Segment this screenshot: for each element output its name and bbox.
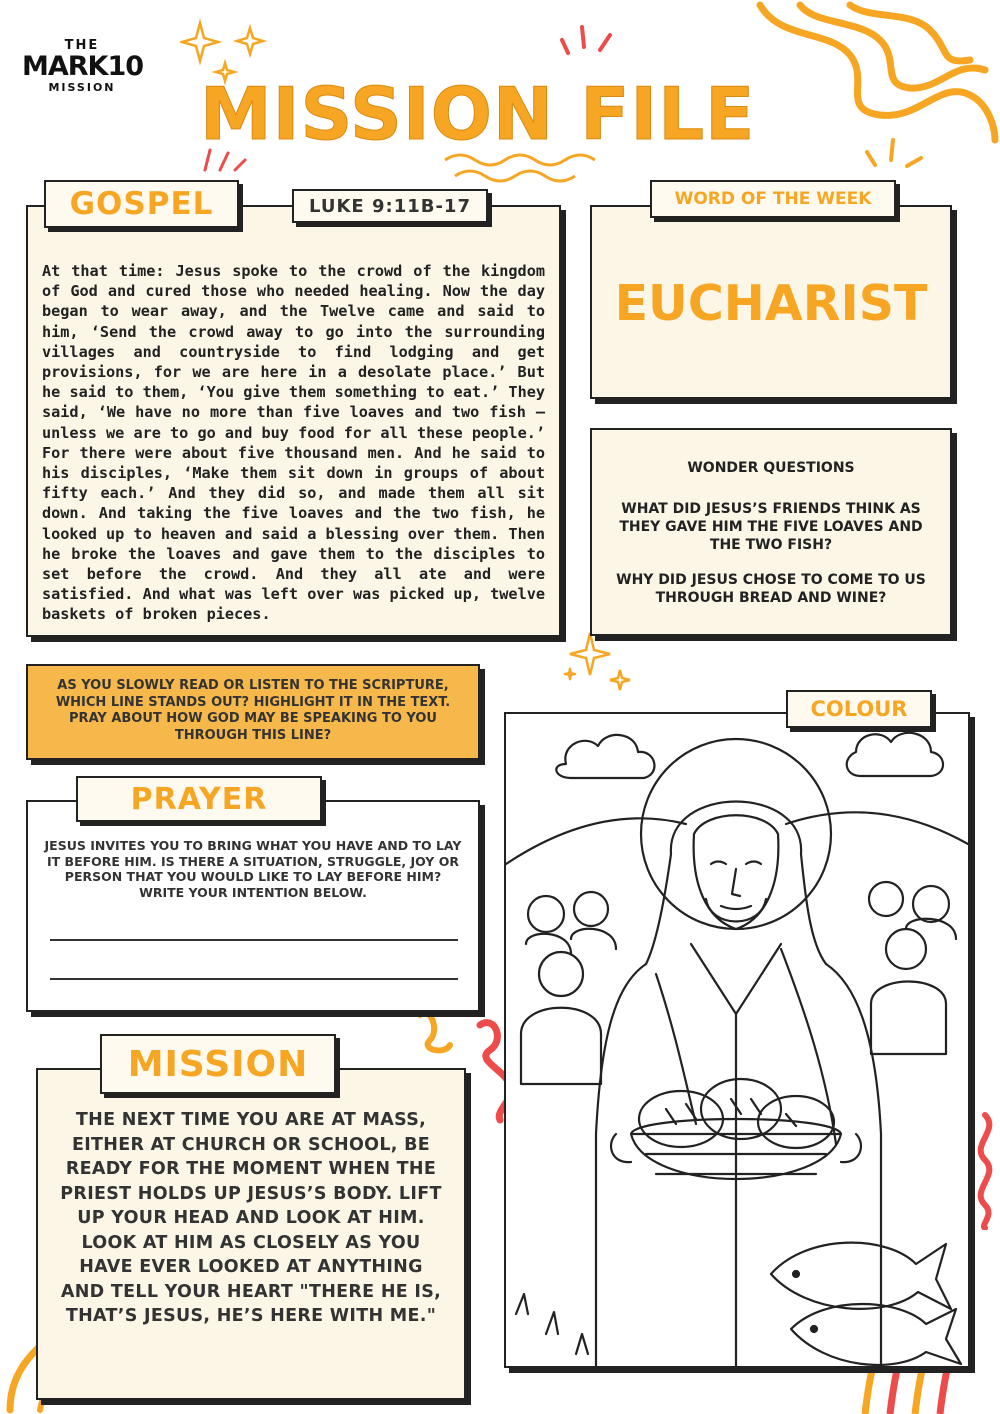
grass [516, 1294, 588, 1354]
fish-2 [791, 1304, 961, 1365]
crowd-person [869, 882, 903, 916]
intention-writing-line-1[interactable] [50, 939, 458, 941]
gospel-text: At that time: Jesus spoke to the crowd of the kingdom of God and cured those who needed healing. Now the day began to wear away, and the Twelve came and said to him, ‘Send the crowd away to go into the surrounding villages and countryside to find lodging and get provisions, for we are here in a desolate place.’ But he said to them, ‘You give them something to eat.’ They said, ‘We have no more than five loaves and two fish – unless we are to go and buy food for all these people.’ For there were about five thousand men. And he said to his disciples, ‘Make them sit down in groups of about fifty each.’ And they did so, and made them all sit down. And taking the five loaves and the two fish, he looked up to heaven and said a blessing over them. Then he broke the loaves and gave them to the disciples to set before the crowd. And they all ate and were satisfied. And what was left over was picked up, twelve baskets of broken pieces. [42, 262, 545, 624]
mission-tab-label: MISSION [127, 1043, 309, 1085]
scripture-reference: LUKE 9:11B-17 [309, 195, 471, 217]
logo-line-2: MARK10 [22, 51, 144, 82]
scripture-reference-tab [292, 189, 488, 223]
jesus-hair [646, 802, 826, 965]
halo [641, 739, 831, 929]
colouring-illustration[interactable] [506, 714, 968, 1366]
reflection-prompt-text: AS YOU SLOWLY READ OR LISTEN TO THE SCRIPTURE, WHICH LINE STANDS OUT? HIGHLIGHT IT IN THE TEXT. PRAY ABOUT HOW GOD MAY BE SPEAKING TO YOU THROUGH THIS LINE? [55, 678, 451, 743]
logo-line-3: MISSION [48, 81, 116, 94]
jesus-beard [706, 899, 766, 922]
intention-writing-line-2[interactable] [50, 978, 458, 980]
gospel-tab-label: GOSPEL [69, 186, 214, 222]
cloud-left [556, 735, 654, 778]
wonder-questions-panel [590, 428, 952, 636]
colouring-frame [504, 712, 970, 1368]
reflection-prompt-box [26, 664, 480, 760]
prayer-panel [26, 800, 480, 1012]
wonder-questions-heading: WONDER QUESTIONS [687, 460, 855, 476]
wonder-question-2: WHY DID JESUS CHOSE TO COME TO US THROUGH BREAD AND WINE? [616, 572, 926, 606]
burst-lines-icon [865, 130, 925, 180]
gospel-panel [26, 205, 561, 637]
wonder-question-1: WHAT DID JESUS’S FRIENDS THINK AS THEY GAVE HIM THE FIVE LOAVES AND THE TWO FISH? [619, 501, 923, 553]
robe-sash [656, 949, 836, 1144]
prayer-tab [76, 776, 322, 822]
crowd-person [539, 952, 583, 996]
colour-tab [786, 690, 932, 728]
mission-text: THE NEXT TIME YOU ARE AT MASS, EITHER AT CHURCH OR SCHOOL, BE READY FOR THE MOMENT WHEN THE PRIEST HOLDS UP JESUS’S BODY. LIFT UP YOUR HEAD AND LOOK AT HIM. LOOK AT HIM AS CLOSELY AS YOU HAVE EVER LOOKED AT ANYTHING AND TELL YOUR HEART "THERE HE IS, THAT’S JESUS, HE’S HERE WITH ME." [60, 1110, 442, 1326]
word-of-week-tab [650, 180, 896, 218]
crowd-person [574, 892, 608, 926]
mission-tab [100, 1034, 336, 1094]
decorative-squiggle-right [970, 1110, 1000, 1230]
prayer-tab-label: PRAYER [130, 781, 268, 817]
gospel-tab [44, 180, 239, 228]
cloud-right [847, 733, 943, 776]
bread-loaf-2 [701, 1079, 781, 1139]
word-of-week: EUCHARIST [614, 275, 928, 332]
word-of-week-panel [590, 205, 952, 399]
crowd-person [886, 929, 926, 969]
mission-panel [36, 1068, 466, 1400]
word-of-week-tab-label: WORD OF THE WEEK [674, 189, 872, 209]
mark10-logo [22, 38, 142, 94]
prayer-text: JESUS INVITES YOU TO BRING WHAT YOU HAVE AND TO LAY IT BEFORE HIM. IS THERE A SITUATION, STRUGGLE, JOY OR PERSON THAT YOU WOULD LIKE TO LAY BEFORE HIM? WRITE YOUR INTENTION BELOW. [44, 838, 462, 900]
burst-lines-icon [560, 15, 620, 65]
logo-line-1: THE [64, 38, 100, 53]
crowd-person [913, 886, 949, 922]
sparkle-icon [560, 628, 640, 698]
page-title: MISSION FILE [200, 72, 756, 156]
crowd-person [528, 896, 564, 932]
colour-tab-label: COLOUR [810, 697, 908, 721]
jesus-nose [732, 869, 740, 896]
jesus-eyes [711, 862, 761, 865]
hills [506, 812, 968, 864]
